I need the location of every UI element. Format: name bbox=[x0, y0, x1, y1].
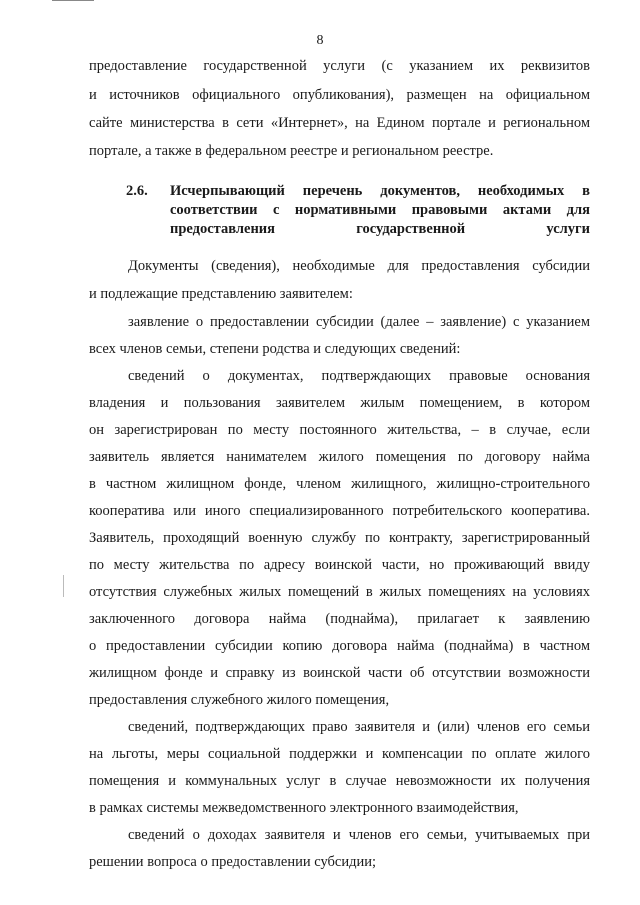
section-title: Исчерпывающий перечень документов, необходимых в соответствии с нормативными правовыми актами для предоставления государственной услуги bbox=[170, 183, 590, 237]
page-number: 8 bbox=[316, 33, 324, 48]
body-line: он зарегистрирован по месту постоянного жительства, – в случае, если bbox=[89, 422, 590, 438]
intro-line: предоставление государственной услуги (с указанием их реквизитов bbox=[89, 58, 590, 74]
body-line: в рамках системы межведомственного электронного взаимодействия, bbox=[89, 800, 519, 816]
body-line: помещения и коммунальных услуг в случае невозможности их получения bbox=[89, 773, 590, 789]
body-line: решении вопроса о предоставлении субсидии; bbox=[89, 854, 377, 870]
body-line: владения и пользования заявителем жилым помещением, в котором bbox=[89, 395, 590, 411]
body-line: по месту жительства по адресу воинской части, но проживающий ввиду bbox=[89, 557, 590, 573]
margin-mark bbox=[63, 575, 64, 597]
body-line: сведений о доходах заявителя и членов его семьи, учитываемых при bbox=[128, 827, 590, 843]
body-line: предоставления служебного жилого помещения, bbox=[89, 692, 390, 708]
body-line: заявление о предоставлении субсидии (далее – заявление) с указанием bbox=[128, 314, 590, 330]
intro-line: и источников официального опубликования), размещен на официальном bbox=[89, 87, 590, 103]
section-heading bbox=[126, 182, 590, 258]
crop-mark bbox=[52, 0, 94, 1]
body-line: в частном жилищном фонде, членом жилищного, жилищно-строительного bbox=[89, 476, 590, 492]
body-line: и подлежащие представлению заявителем: bbox=[89, 286, 353, 302]
body-line: всех членов семьи, степени родства и следующих сведений: bbox=[89, 341, 461, 357]
body-line: заявитель является нанимателем жилого помещения по договору найма bbox=[89, 449, 590, 465]
body-line: Заявитель, проходящий военную службу по контракту, зарегистрированный bbox=[89, 530, 590, 546]
intro-line: портале, а также в федеральном реестре и региональном реестре. bbox=[89, 143, 494, 159]
intro-line: сайте министерства в сети «Интернет», на Едином портале и региональном bbox=[89, 115, 590, 131]
body-line: сведений, подтверждающих право заявителя и (или) членов его семьи bbox=[128, 719, 590, 735]
body-line: отсутствия служебных жилых помещений в жилых помещениях на условиях bbox=[89, 584, 590, 600]
body-line: жилищном фонде и справку из воинской части об отсутствии возможности bbox=[89, 665, 590, 681]
body-line: о предоставлении субсидии копию договора найма (поднайма) в частном bbox=[89, 638, 590, 654]
body-line: на льготы, меры социальной поддержки и компенсации по оплате жилого bbox=[89, 746, 590, 762]
body-line: Документы (сведения), необходимые для предоставления субсидии bbox=[128, 258, 590, 274]
body-line: заключенного договора найма (поднайма), прилагает к заявлению bbox=[89, 611, 590, 627]
body-line: сведений о документах, подтверждающих правовые основания bbox=[128, 368, 590, 384]
body-line: кооператива или иного специализированного потребительского кооператива. bbox=[89, 503, 590, 519]
section-number: 2.6. bbox=[126, 183, 148, 199]
